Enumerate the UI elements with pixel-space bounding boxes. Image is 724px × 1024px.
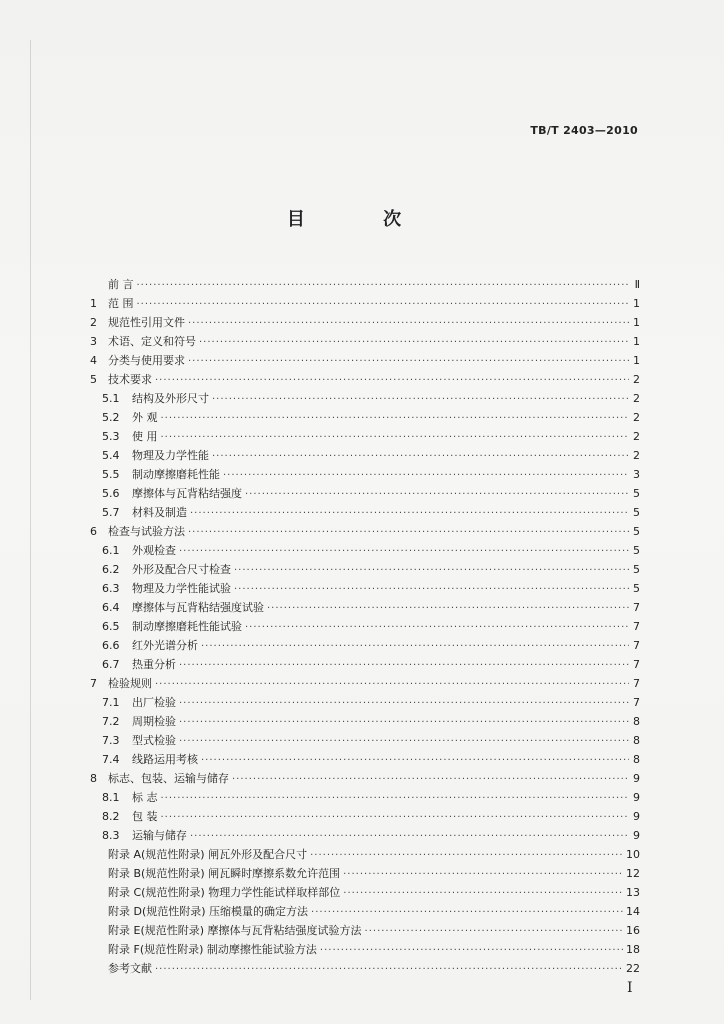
toc-leader-dots: [188, 352, 629, 371]
toc-entry: [90, 313, 640, 332]
toc-entry: [90, 845, 640, 864]
toc-leader-dots: [179, 656, 629, 675]
toc-entry: [90, 693, 640, 712]
toc-entry: [90, 598, 640, 617]
toc-entry-label: 范 围: [108, 297, 134, 310]
toc-leader-dots: [310, 846, 623, 865]
toc-entry-label: 附录 E(规范性附录) 摩擦体与瓦背粘结强度试验方法: [108, 924, 362, 937]
toc-entry-label: 参考文献: [108, 962, 152, 975]
toc-entry-label: 热重分析: [132, 658, 176, 671]
toc-leader-dots: [179, 694, 629, 713]
toc-entry-page: 8: [633, 715, 640, 728]
toc-leader-dots: [320, 941, 623, 960]
toc-leader-dots: [234, 580, 629, 599]
toc-leader-dots: [234, 561, 629, 580]
toc-entry-number: 7: [90, 677, 97, 690]
toc-entry-page: 7: [633, 658, 640, 671]
toc-entry-label: 检验规则: [108, 677, 152, 690]
toc-entry-label: 物理及力学性能试验: [132, 582, 231, 595]
toc-entry: [90, 370, 640, 389]
page-number: I: [627, 980, 633, 996]
toc-entry-page: 5: [633, 544, 640, 557]
toc-entry-number: 5.1: [102, 392, 120, 405]
toc-leader-dots: [245, 485, 629, 504]
scan-edge-line: [30, 40, 31, 1000]
toc-entry-page: 7: [633, 601, 640, 614]
toc-entry-number: 1: [90, 297, 97, 310]
toc-entry-number: 5.6: [102, 487, 120, 500]
toc-entry-label: 结构及外形尺寸: [132, 392, 209, 405]
toc-entry-page: 5: [633, 525, 640, 538]
toc-entry-page: Ⅱ: [634, 278, 640, 291]
toc-entry: [90, 275, 640, 294]
toc-entry-number: 5.3: [102, 430, 120, 443]
toc-entry-page: 9: [633, 772, 640, 785]
toc-entry-label: 术语、定义和符号: [108, 335, 196, 348]
toc-entry-label: 摩擦体与瓦背粘结强度: [132, 487, 242, 500]
toc-entry-page: 5: [633, 506, 640, 519]
toc-entry: [90, 427, 640, 446]
toc-entry-number: 6.3: [102, 582, 120, 595]
table-of-contents: [90, 275, 640, 978]
toc-entry-label: 型式检验: [132, 734, 176, 747]
toc-entry-label: 外 观: [132, 411, 158, 424]
toc-entry: [90, 769, 640, 788]
toc-entry-number: 8.3: [102, 829, 120, 842]
toc-entry: [90, 560, 640, 579]
toc-entry-label: 红外光谱分析: [132, 639, 198, 652]
toc-entry: [90, 484, 640, 503]
toc-entry-number: 5: [90, 373, 97, 386]
toc-entry: [90, 750, 640, 769]
toc-entry: [90, 408, 640, 427]
toc-entry: [90, 883, 640, 902]
toc-leader-dots: [137, 295, 630, 314]
toc-entry: [90, 921, 640, 940]
toc-leader-dots: [179, 542, 629, 561]
toc-entry: [90, 541, 640, 560]
toc-leader-dots: [223, 466, 629, 485]
toc-entry-number: 8.1: [102, 791, 120, 804]
toc-entry-number: 3: [90, 335, 97, 348]
toc-entry-number: 8.2: [102, 810, 120, 823]
toc-entry-label: 附录 C(规范性附录) 物理力学性能试样取样部位: [108, 886, 341, 899]
toc-entry-page: 2: [633, 392, 640, 405]
toc-entry-page: 9: [633, 829, 640, 842]
toc-entry-label: 出厂检验: [132, 696, 176, 709]
toc-entry-page: 9: [633, 791, 640, 804]
toc-entry: [90, 940, 640, 959]
toc-leader-dots: [343, 884, 623, 903]
toc-entry-number: 6.4: [102, 601, 120, 614]
toc-entry-label: 附录 D(规范性附录) 压缩模量的确定方法: [108, 905, 309, 918]
toc-entry-label: 分类与使用要求: [108, 354, 185, 367]
toc-entry-label: 使 用: [132, 430, 158, 443]
toc-leader-dots: [161, 409, 630, 428]
toc-entry: [90, 332, 640, 351]
toc-entry-label: 制动摩擦磨耗性能试验: [132, 620, 242, 633]
toc-entry-number: 5.5: [102, 468, 120, 481]
toc-entry-label: 技术要求: [108, 373, 152, 386]
toc-entry-label: 前 言: [108, 278, 134, 291]
toc-entry: [90, 731, 640, 750]
toc-entry-label: 周期检验: [132, 715, 176, 728]
toc-entry-label: 摩擦体与瓦背粘结强度试验: [132, 601, 264, 614]
toc-entry-page: 8: [633, 734, 640, 747]
toc-leader-dots: [212, 390, 629, 409]
toc-entry-page: 18: [626, 943, 640, 956]
toc-entry-page: 16: [626, 924, 640, 937]
toc-entry-number: 2: [90, 316, 97, 329]
toc-leader-dots: [161, 808, 630, 827]
toc-entry-page: 7: [633, 696, 640, 709]
toc-entry-label: 物理及力学性能: [132, 449, 209, 462]
toc-leader-dots: [188, 314, 629, 333]
toc-entry-page: 13: [626, 886, 640, 899]
toc-entry-label: 标志、包装、运输与储存: [108, 772, 229, 785]
toc-entry-page: 2: [633, 449, 640, 462]
toc-entry-label: 附录 A(规范性附录) 闸瓦外形及配合尺寸: [108, 848, 308, 861]
toc-leader-dots: [190, 504, 629, 523]
toc-leader-dots: [155, 675, 629, 694]
toc-entry-label: 外观检查: [132, 544, 176, 557]
toc-leader-dots: [232, 770, 629, 789]
toc-entry-page: 22: [626, 962, 640, 975]
toc-entry-number: 5.4: [102, 449, 120, 462]
toc-leader-dots: [179, 713, 629, 732]
toc-entry-number: 6.1: [102, 544, 120, 557]
toc-entry-number: 6: [90, 525, 97, 538]
toc-entry-number: 6.5: [102, 620, 120, 633]
toc-entry-label: 规范性引用文件: [108, 316, 185, 329]
toc-entry-page: 10: [626, 848, 640, 861]
toc-entry: [90, 807, 640, 826]
toc-entry: [90, 788, 640, 807]
toc-entry-label: 运输与储存: [132, 829, 187, 842]
toc-leader-dots: [161, 428, 630, 447]
toc-leader-dots: [190, 827, 629, 846]
toc-entry-page: 8: [633, 753, 640, 766]
toc-entry: [90, 579, 640, 598]
toc-entry-page: 7: [633, 677, 640, 690]
toc-entry-label: 包 装: [132, 810, 158, 823]
toc-leader-dots: [267, 599, 629, 618]
toc-leader-dots: [161, 789, 630, 808]
toc-entry-page: 1: [633, 297, 640, 310]
toc-entry-page: 2: [633, 411, 640, 424]
toc-leader-dots: [201, 637, 629, 656]
document-code: TB/T 2403—2010: [530, 124, 638, 137]
toc-leader-dots: [201, 751, 629, 770]
toc-entry-label: 材料及制造: [132, 506, 187, 519]
toc-entry: [90, 351, 640, 370]
toc-entry-label: 线路运用考核: [132, 753, 198, 766]
toc-entry: [90, 826, 640, 845]
toc-leader-dots: [199, 333, 629, 352]
toc-entry-label: 标 志: [132, 791, 158, 804]
toc-entry: [90, 674, 640, 693]
toc-entry-page: 5: [633, 487, 640, 500]
toc-entry-label: 附录 F(规范性附录) 制动摩擦性能试验方法: [108, 943, 317, 956]
toc-entry-number: 4: [90, 354, 97, 367]
toc-entry: [90, 446, 640, 465]
toc-entry-label: 检查与试验方法: [108, 525, 185, 538]
toc-entry: [90, 617, 640, 636]
toc-entry: [90, 636, 640, 655]
toc-entry: [90, 655, 640, 674]
toc-entry-number: 6.2: [102, 563, 120, 576]
toc-entry: [90, 294, 640, 313]
toc-entry: [90, 959, 640, 978]
toc-entry-page: 12: [626, 867, 640, 880]
toc-entry-number: 7.2: [102, 715, 120, 728]
toc-leader-dots: [311, 903, 623, 922]
toc-entry-page: 14: [626, 905, 640, 918]
toc-leader-dots: [155, 960, 623, 979]
toc-entry-page: 1: [633, 354, 640, 367]
toc-leader-dots: [179, 732, 629, 751]
toc-leader-dots: [137, 276, 630, 295]
toc-entry: [90, 522, 640, 541]
toc-entry-number: 6.6: [102, 639, 120, 652]
toc-entry-page: 7: [633, 620, 640, 633]
toc-entry-number: 6.7: [102, 658, 120, 671]
toc-entry-number: 7.1: [102, 696, 120, 709]
toc-leader-dots: [365, 922, 623, 941]
toc-entry: [90, 712, 640, 731]
toc-entry-page: 3: [633, 468, 640, 481]
toc-leader-dots: [155, 371, 629, 390]
toc-entry: [90, 864, 640, 883]
toc-entry-page: 1: [633, 316, 640, 329]
toc-entry-number: 5.2: [102, 411, 120, 424]
toc-entry-number: 5.7: [102, 506, 120, 519]
toc-entry-number: 7.4: [102, 753, 120, 766]
toc-entry-page: 1: [633, 335, 640, 348]
toc-leader-dots: [343, 865, 623, 884]
toc-leader-dots: [245, 618, 629, 637]
toc-entry: [90, 902, 640, 921]
toc-entry-page: 5: [633, 582, 640, 595]
toc-entry-page: 2: [633, 373, 640, 386]
toc-entry-number: 8: [90, 772, 97, 785]
toc-entry-page: 7: [633, 639, 640, 652]
page-title: 目 次: [286, 209, 438, 230]
toc-entry-label: 外形及配合尺寸检查: [132, 563, 231, 576]
toc-entry: [90, 503, 640, 522]
toc-entry-page: 2: [633, 430, 640, 443]
toc-leader-dots: [188, 523, 629, 542]
toc-entry-page: 5: [633, 563, 640, 576]
toc-entry-label: 制动摩擦磨耗性能: [132, 468, 220, 481]
toc-entry: [90, 465, 640, 484]
toc-entry-number: 7.3: [102, 734, 120, 747]
toc-entry-page: 9: [633, 810, 640, 823]
toc-leader-dots: [212, 447, 629, 466]
toc-entry-label: 附录 B(规范性附录) 闸瓦瞬时摩擦系数允许范围: [108, 867, 341, 880]
toc-entry: [90, 389, 640, 408]
